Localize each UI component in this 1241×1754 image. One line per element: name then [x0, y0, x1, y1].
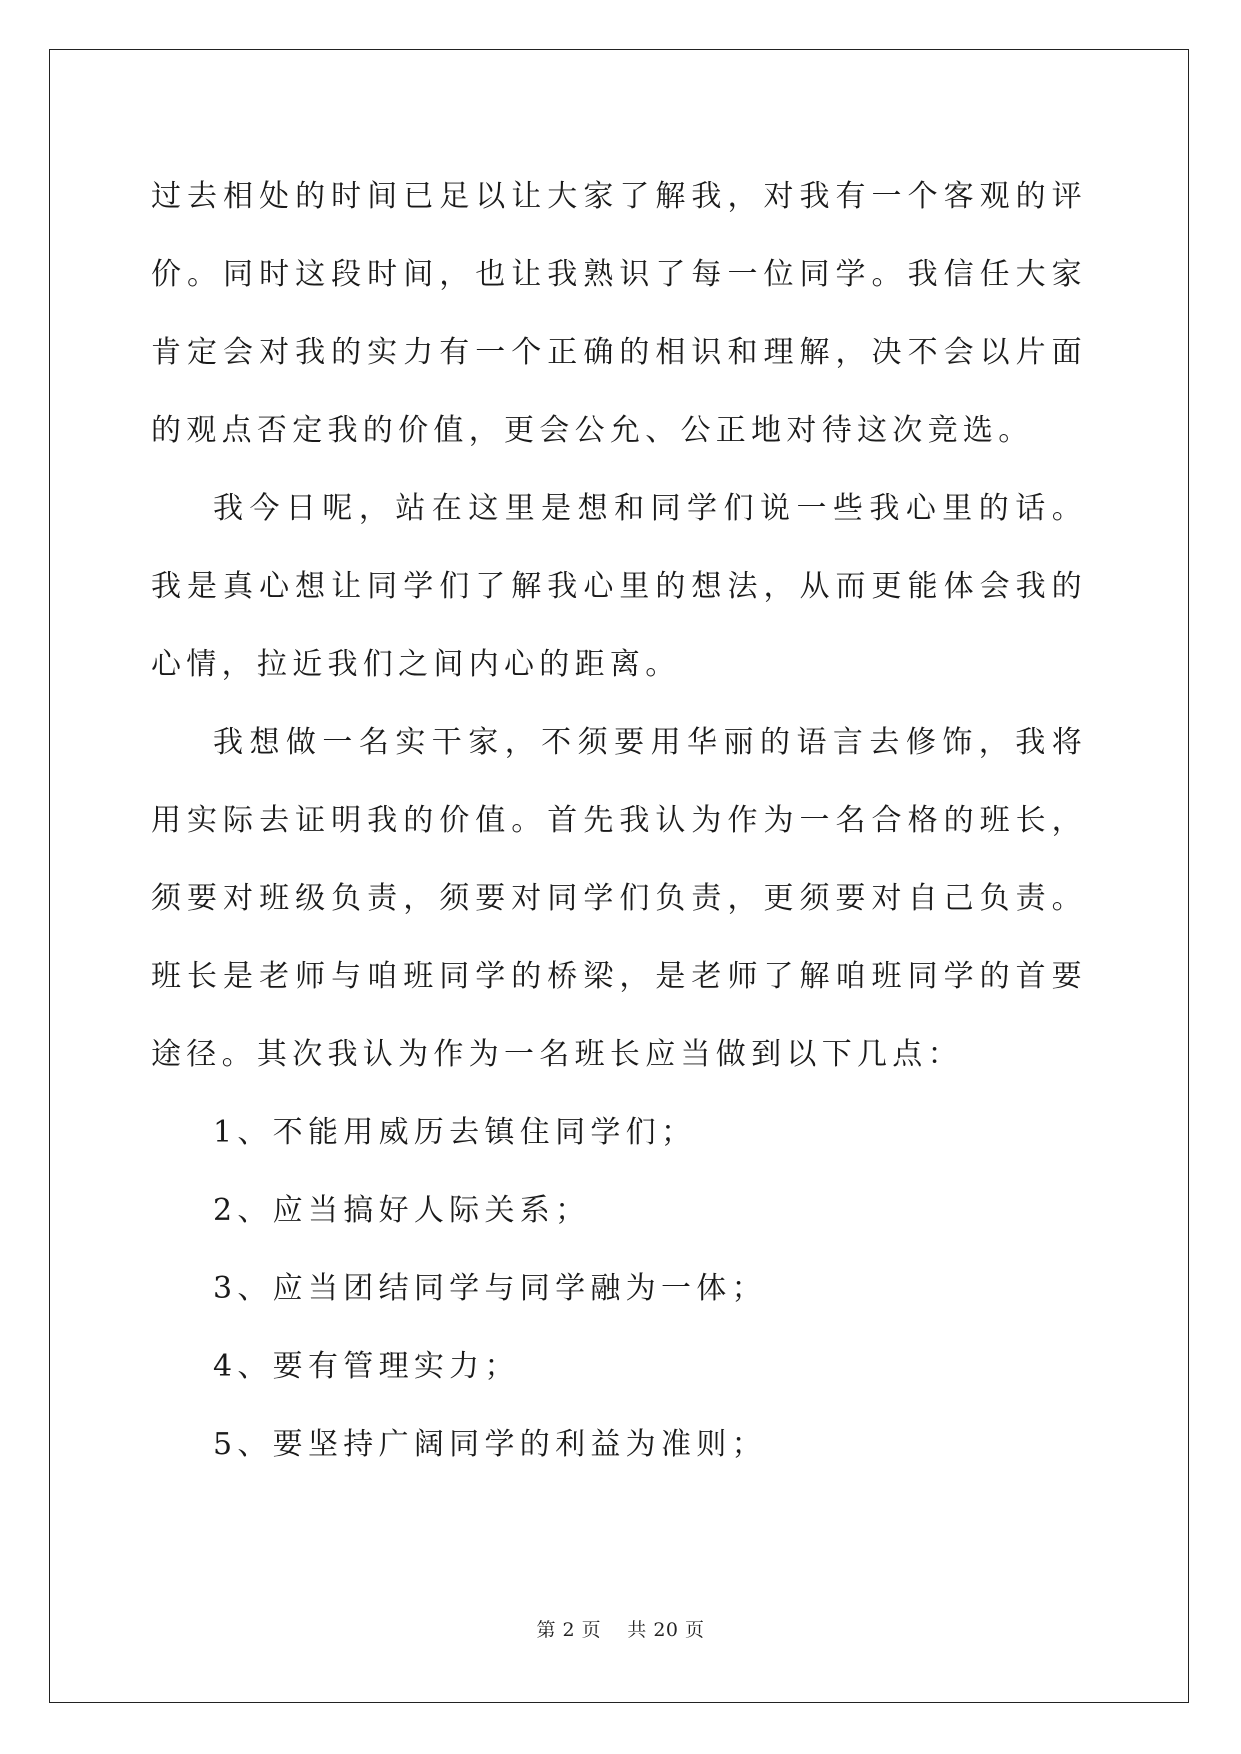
page-number: 第 2 页	[536, 1619, 602, 1641]
page-footer	[0, 1618, 1241, 1642]
document-body	[151, 158, 1087, 1484]
paragraph: 过去相处的时间已足以让大家了解我，对我有一个客观的评价。同时这段时间，也让我熟识了每一位同学。我信任大家肯定会对我的实力有一个正确的相识和理解，决不会以片面的观点否定我的价值，更会公允、公正地对待这次竞选。	[151, 179, 1087, 448]
paragraph: 我今日呢，站在这里是想和同学们说一些我心里的话。我是真心想让同学们了解我心里的想法，从而更能体会我的心情，拉近我们之间内心的距离。	[151, 491, 1087, 682]
page-total: 共 20 页	[627, 1619, 705, 1641]
list-item: 2、应当搞好人际关系；	[213, 1193, 591, 1228]
list-item: 3、应当团结同学与同学融为一体；	[213, 1271, 767, 1306]
list-item: 1、不能用威历去镇住同学们；	[213, 1115, 697, 1150]
paragraph: 我想做一名实干家，不须要用华丽的语言去修饰，我将用实际去证明我的价值。首先我认为作为一名合格的班长，须要对班级负责，须要对同学们负责，更须要对自己负责。班长是老师与咱班同学的桥梁，是老师了解咱班同学的首要途径。其次我认为作为一名班长应当做到以下几点：	[151, 725, 1087, 1072]
list-item: 5、要坚持广阔同学的利益为准则；	[213, 1427, 767, 1462]
list-item: 4、要有管理实力；	[213, 1349, 520, 1384]
